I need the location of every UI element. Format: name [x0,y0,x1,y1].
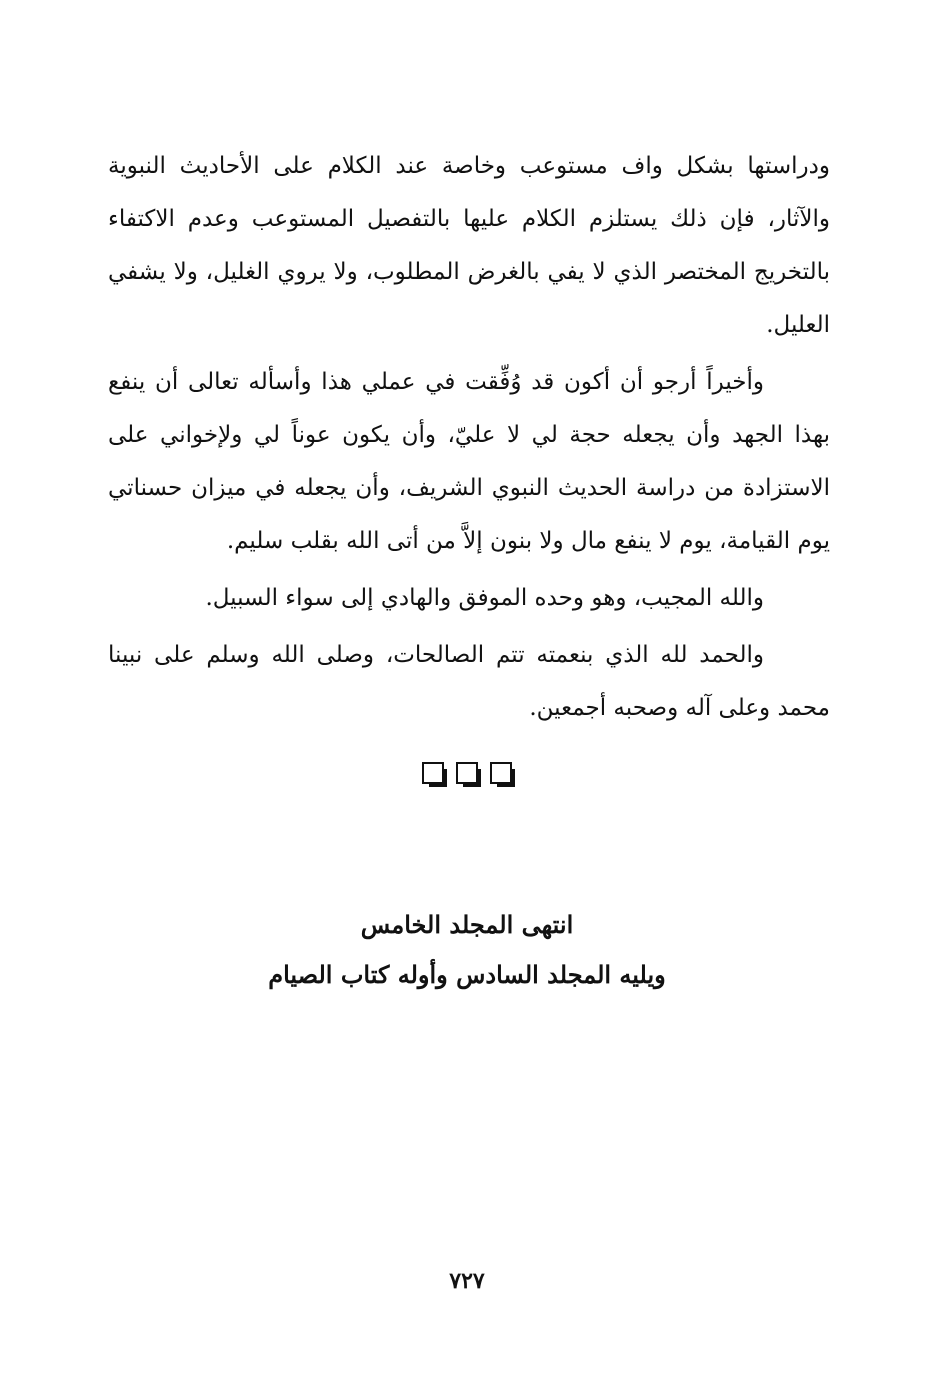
next-volume-line: ويليه المجلد السادس وأوله كتاب الصيام [268,960,666,989]
square-box-icon [456,762,478,784]
page-number: ٧٢٧ [449,1268,485,1294]
section-ornament [0,762,934,784]
paragraph-closing-praise: والحمد لله الذي بنعمته تتم الصالحات، وصلى الله وسلم على نبينا محمد وعلى آله وصحبه أجمعين. [108,642,830,721]
volume-end-note [0,900,934,1000]
paragraph-closing-prayer: والله المجيب، وهو وحده الموفق والهادي إلى سواء السبيل. [205,585,764,611]
paragraph-closing-hope: وأخيراً أرجو أن أكون قد وُفِّقت في عملي هذا وأسأله تعالى أن ينفع بهذا الجهد وأن يجعله حجة لي لا عليّ، وأن يكون عوناً لي ولإخواني على الاستزادة من دراسة الحديث النبوي الشريف، وأن يجعله في ميزان حسناتي يوم القيامة، يوم لا ينفع مال ولا بنون إلاَّ من أتى الله بقلب سليم. [108,369,830,554]
paragraph-continuation: ودراستها بشكل واف مستوعب وخاصة عند الكلام على الأحاديث النبوية والآثار، فإن ذلك يستلزم الكلام عليها بالتفصيل المستوعب وعدم الاكتفاء بالتخريج المختصر الذي لا يفي بالغرض المطلوب، ولا يروي الغليل، ولا يشفي العليل. [108,153,830,338]
volume-end-line: انتهى المجلد الخامس [360,910,574,939]
square-box-icon [490,762,512,784]
body-text [108,140,830,735]
square-box-icon [422,762,444,784]
